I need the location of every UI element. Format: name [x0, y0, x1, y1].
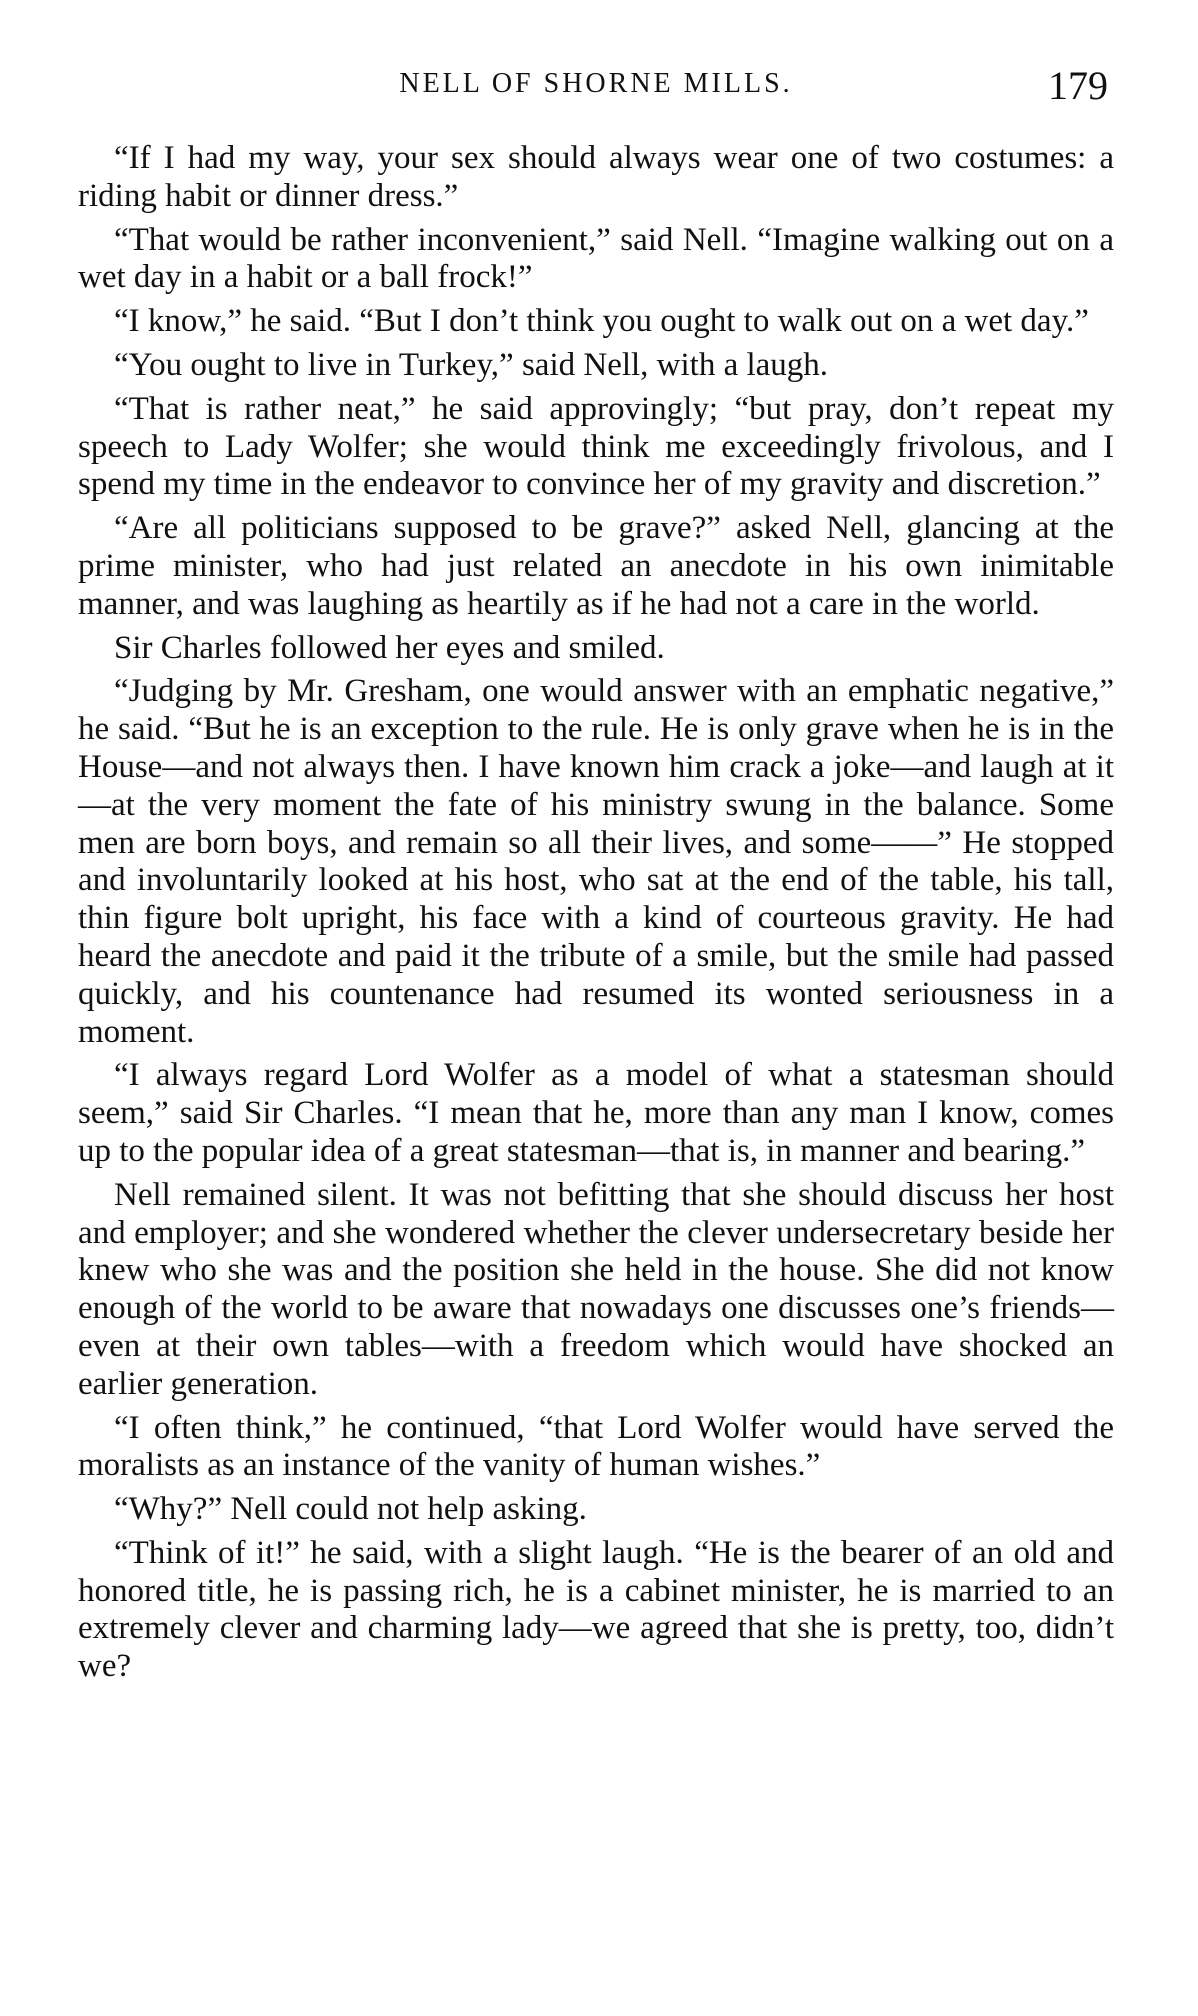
paragraph: Sir Charles followed her eyes and smiled.: [114, 629, 665, 666]
paragraph: “I know,” he said. “But I don’t think you ought to walk out on a wet day.”: [114, 303, 1089, 340]
page-number: 179: [1048, 63, 1108, 108]
book-page: [78, 62, 1114, 1692]
body-text: [78, 140, 1114, 1686]
paragraph: “Are all politicians supposed to be grave?” asked Nell, glancing at the prime minister, who had just related an anecdote in his own inimitable manner, and was laughing as heartily as if he had not a care in the world.: [78, 510, 1114, 622]
paragraph: “That is rather neat,” he said approvingly; “but pray, don’t repeat my speech to Lady Wolfer; she would think me exceedingly frivolous, and I spend my time in the endeavor to convince her of my gravity and discretion.”: [78, 390, 1114, 503]
paragraph: “Why?” Nell could not help asking.: [114, 1491, 587, 1528]
paragraph: Nell remained silent. It was not befitting that she should discuss her host and employer; and she wondered whether the clever undersecretary beside her knew who she was and the position she held in the house. She did not know enough of the world to be aware that nowadays one discusses one’s friends—even at their own tables—with a freedom which would have shocked an earlier generation.: [78, 1176, 1114, 1402]
running-title: NELL OF SHORNE MILLS.: [399, 68, 793, 99]
paragraph: “Think of it!” he said, with a slight laugh. “He is the bearer of an old and honored title, he is passing rich, he is a cabinet minister, he is married to an extremely clever and charming lady—we agreed that she is pretty, too, didn’t we?: [78, 1534, 1114, 1685]
paragraph: “I always regard Lord Wolfer as a model of what a statesman should seem,” said Sir Charles. “I mean that he, more than any man I know, comes up to the popular idea of a great statesman—that is, in manner and bearing.”: [78, 1057, 1114, 1169]
paragraph: “If I had my way, your sex should always wear one of two costumes: a riding habit or dinner dress.”: [78, 140, 1114, 214]
paragraph: “I often think,” he continued, “that Lord Wolfer would have served the moralists as an instance of the vanity of human wishes.”: [78, 1409, 1114, 1484]
paragraph: “You ought to live in Turkey,” said Nell, with a laugh.: [114, 346, 829, 383]
paragraph: “Judging by Mr. Gresham, one would answer with an emphatic negative,” he said. “But he is an exception to the rule. He is only grave when he is in the House—and not always then. I have known him crack a joke—and laugh at it—at the very moment the fate of his ministry swung in the balance. Some men are born boys, and remain so all their lives, and some——” He stopped and involuntarily looked at his host, who sat at the end of the table, his tall, thin figure bolt upright, his face with a kind of courteous gravity. He had heard the anecdote and paid it the tribute of a smile, but the smile had passed quickly, and his countenance had resumed its wonted seriousness in a moment.: [78, 673, 1114, 1050]
page-header: [78, 62, 1114, 112]
paragraph: “That would be rather inconvenient,” said Nell. “Imagine walking out on a wet day in a habit or a ball frock!”: [78, 221, 1114, 296]
